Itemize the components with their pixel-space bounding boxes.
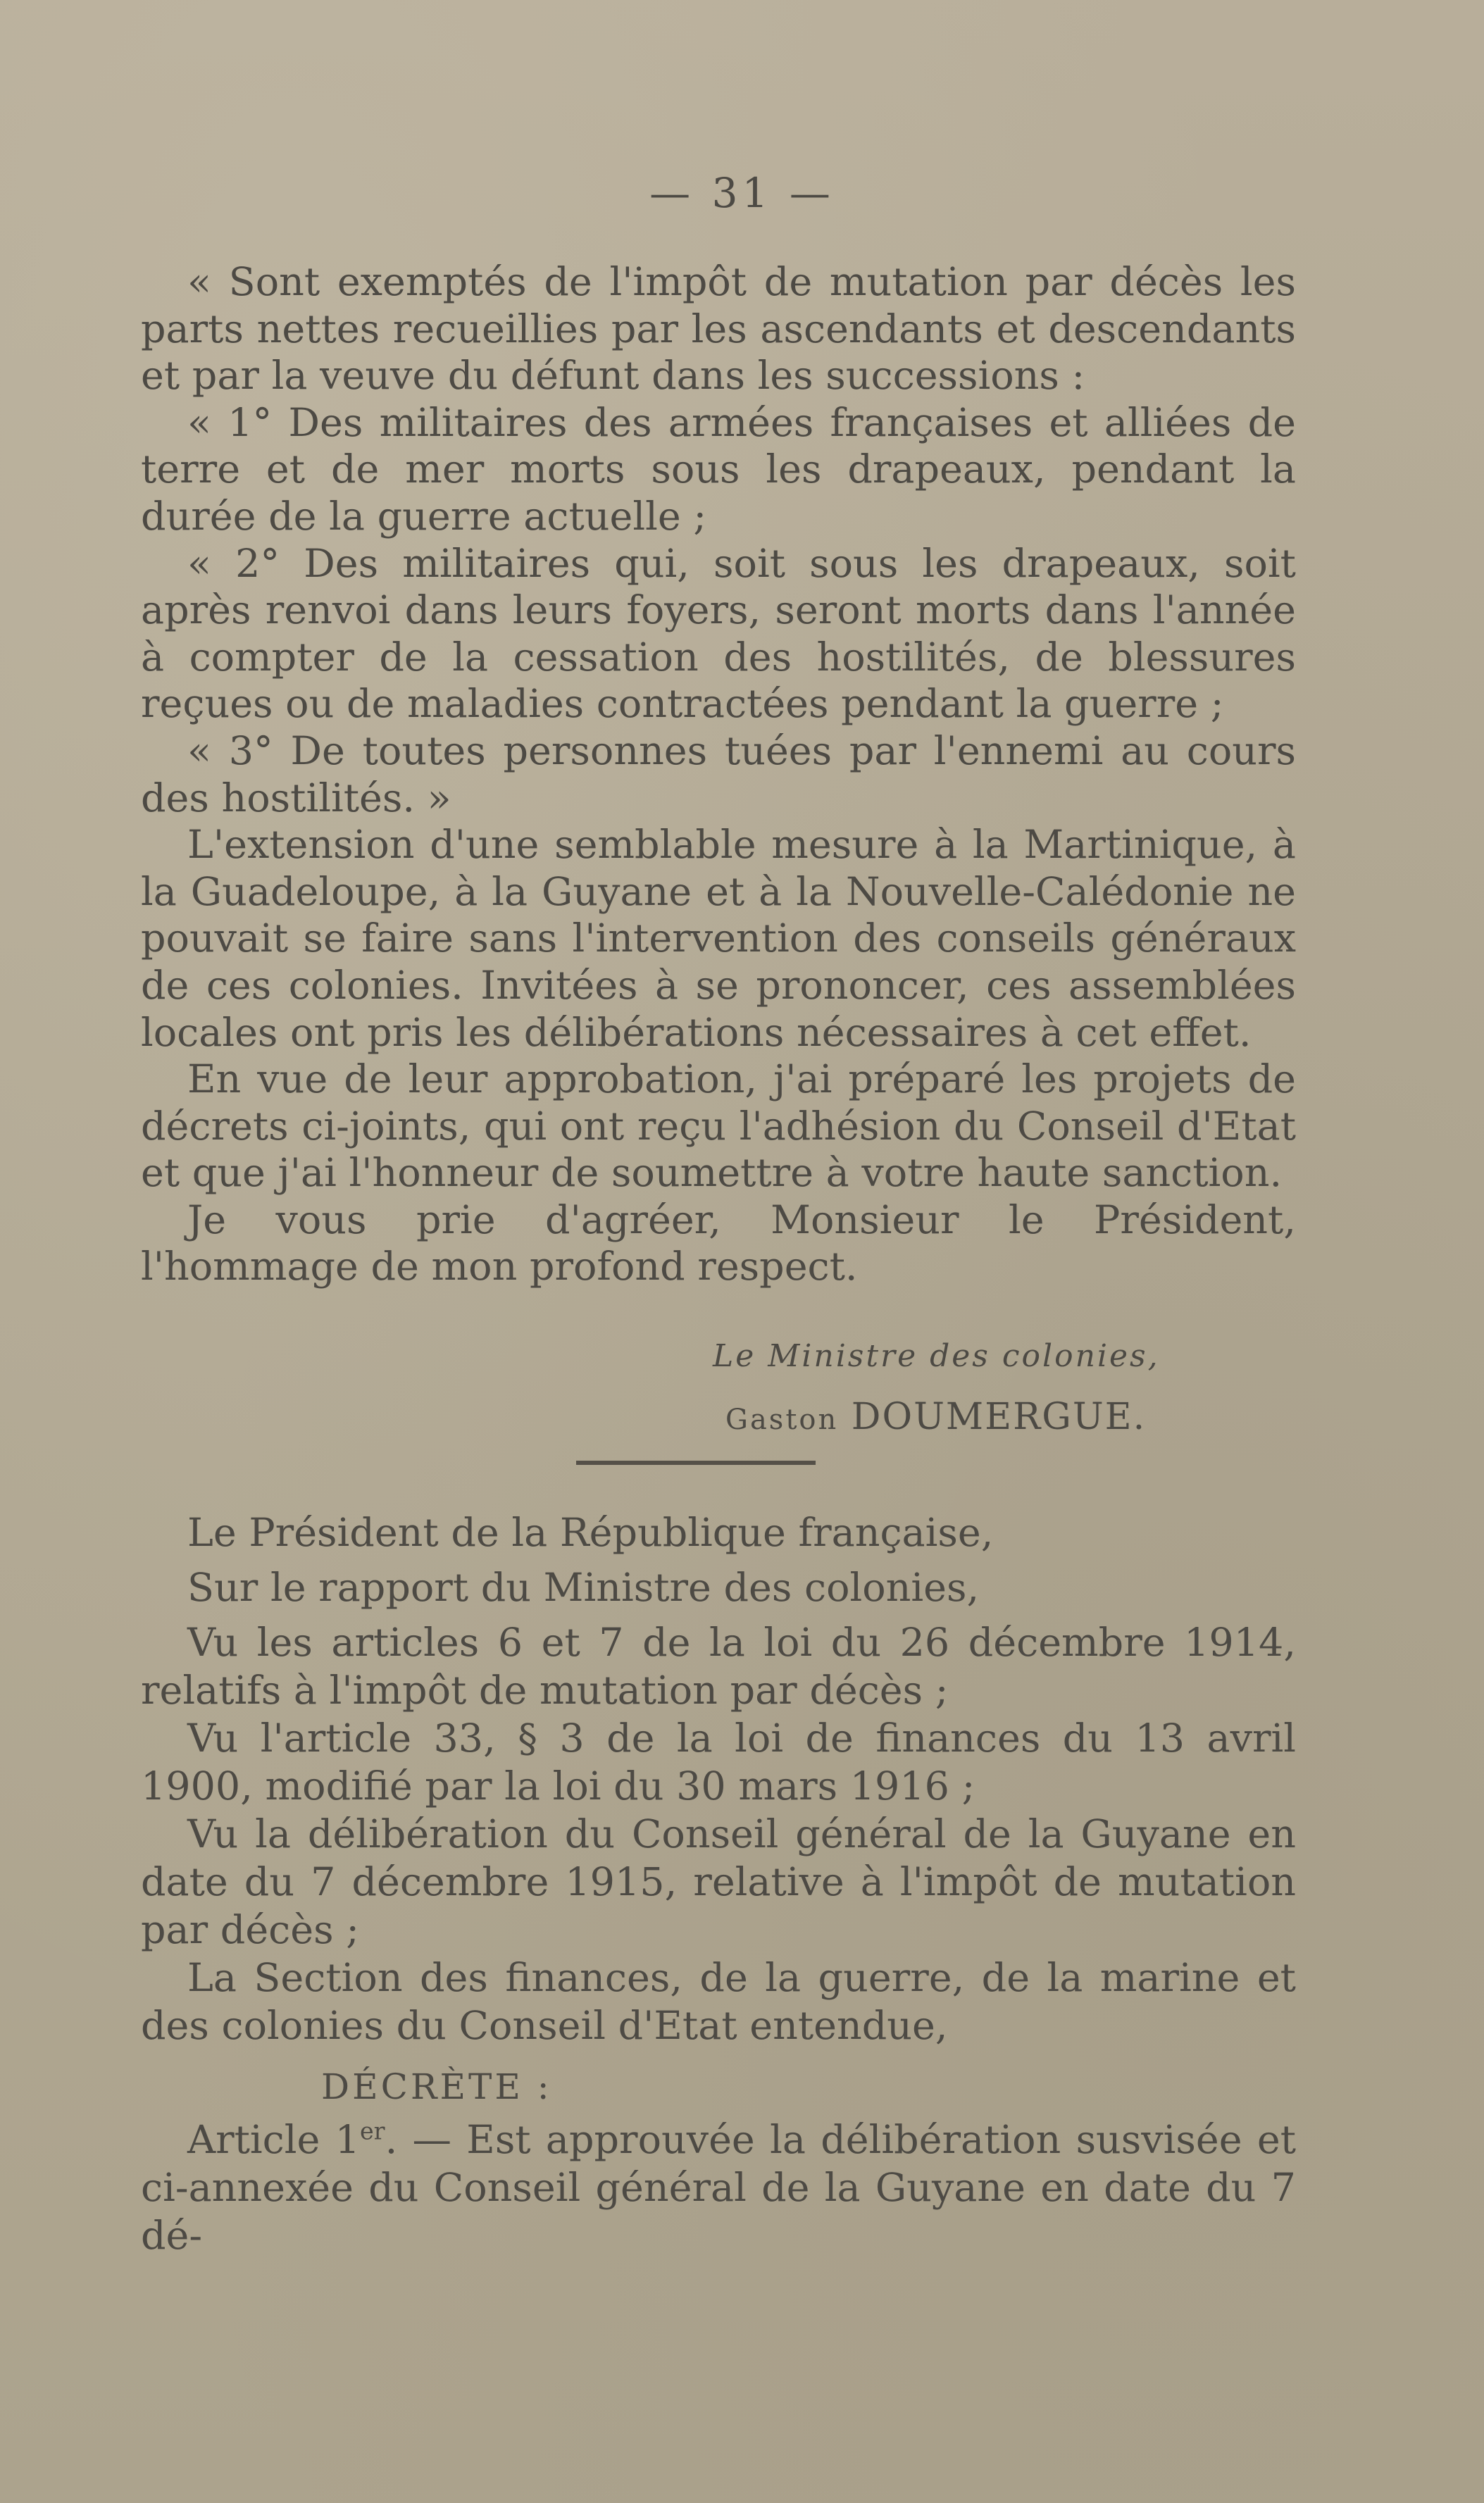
- decree-body: [141, 1509, 1296, 2260]
- decree-article-1: [141, 2116, 1296, 2260]
- decree-preamble-president: Le Président de la République française,: [187, 1510, 994, 1556]
- signature-title: Le Ministre des colonies,: [713, 1338, 1160, 1374]
- article-text: . — Est approuvée la délibération susvisée et ci-annexée du Conseil général de la Guyane en date du 7 dé-: [141, 2117, 1296, 2259]
- page-number: — 31 —: [649, 169, 835, 217]
- signature-first-name: Gaston: [725, 1404, 839, 1436]
- decree-heading: DÉCRÈTE :: [321, 2066, 552, 2107]
- signature-name: [725, 1396, 1146, 1438]
- paragraph-item-2: « 2° Des militaires qui, soit sous les drapeaux, soit après renvoi dans leurs foyers, seront morts dans l'année à compter de la cessation des hostilités, de blessures reçues ou de maladies contractées pendant la guerre ;: [141, 540, 1296, 728]
- paragraph-approval: En vue de leur approbation, j'ai préparé les projets de décrets ci-joints, qui ont reçu l'adhésion du Conseil d'Etat et que j'ai l'honneur de soumettre à votre haute sanction.: [141, 1056, 1296, 1197]
- decree-consideration-law: Vu les articles 6 et 7 de la loi du 26 décembre 1914, relatifs à l'impôt de mutation par décès ;: [141, 1620, 1296, 1714]
- decree-consideration-article: Vu l'article 33, § 3 de la loi de finances du 13 avril 1900, modifié par la loi du 30 mars 1916 ;: [141, 1716, 1296, 1809]
- section-divider: [576, 1461, 816, 1465]
- paragraph-extension: L'extension d'une semblable mesure à la Martinique, à la Guadeloupe, à la Guyane et à la Nouvelle-Calédonie ne pouvait se faire sans l'intervention des conseils généraux de ces colonies. Invitées à se prononcer, ces assemblées locales ont pris les délibérations nécessaires à cet effet.: [141, 822, 1296, 1056]
- paragraph-exemption-intro: « Sont exemptés de l'impôt de mutation par décès les parts nettes recueillies par les ascendants et descendants et par la veuve du défunt dans les successions :: [141, 259, 1296, 399]
- paragraph-item-3: « 3° De toutes personnes tuées par l'ennemi au cours des hostilités. »: [141, 728, 1296, 821]
- decree-consideration-deliberation: Vu la délibération du Conseil général de la Guyane en date du 7 décembre 1915, relative à l'impôt de mutation par décès ;: [141, 1811, 1296, 1953]
- article-ordinal: er: [359, 2117, 385, 2145]
- decree-preamble-report: Sur le rapport du Ministre des colonies,: [187, 1565, 980, 1611]
- paragraph-closing: Je vous prie d'agréer, Monsieur le Président, l'hommage de mon profond respect.: [141, 1197, 1296, 1290]
- article-label: Article 1: [187, 2117, 360, 2163]
- paragraph-item-1: « 1° Des militaires des armées françaises et alliées de terre et de mer morts sous les drapeaux, pendant la durée de la guerre actuelle ;: [141, 399, 1296, 539]
- decree-consideration-section: La Section des finances, de la guerre, de la marine et des colonies du Conseil d'Etat entendue,: [141, 1955, 1296, 2049]
- report-body: [141, 259, 1296, 1291]
- signature-last-name: DOUMERGUE.: [851, 1396, 1147, 1438]
